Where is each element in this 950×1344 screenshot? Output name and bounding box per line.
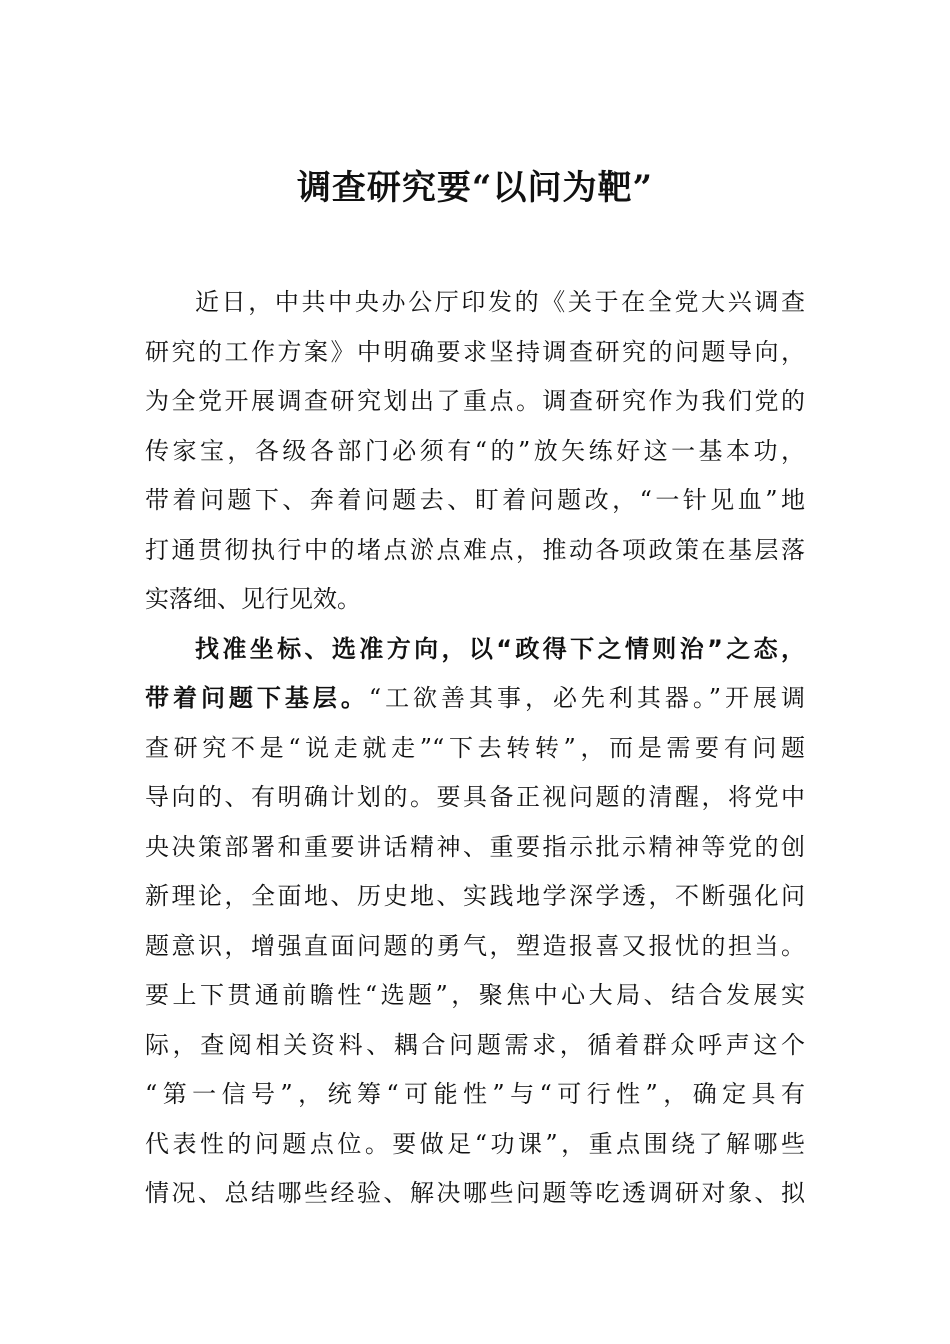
section-heading-text: 带着问题下基层。 — [145, 684, 369, 712]
text-line: 情况、总结哪些经验、解决哪些问题等吃透调研对象、拟 — [145, 1179, 805, 1207]
text-line: 要上下贯通前瞻性“选题”，聚焦中心大局、结合发展实 — [145, 981, 805, 1009]
document-body — [145, 278, 805, 1219]
text-line: 导向的、有明确计划的。要具备正视问题的清醒，将党中 — [145, 783, 805, 811]
text-line: 为全党开展调查研究划出了重点。调查研究作为我们党的 — [145, 387, 805, 415]
text-line: 研究的工作方案》中明确要求坚持调查研究的问题导向， — [145, 337, 805, 366]
section-heading-line: 找准坐标、选准方向，以“政得下之情则治”之态， — [195, 634, 805, 663]
text-span: “工欲善其事，必先利其器。”开展调 — [368, 684, 805, 712]
text-line: 近日，中共中央办公厅印发的《关于在全党大兴调查 — [195, 288, 805, 316]
text-line: 际，查阅相关资料、耦合问题需求，循着群众呼声这个 — [145, 1030, 805, 1059]
text-line: 新理论，全面地、历史地、实践地学深学透，不断强化问 — [145, 882, 805, 910]
text-line: 查研究不是“说走就走”“下去转转”，而是需要有问题 — [145, 733, 805, 762]
text-line: “第一信号”，统筹“可能性”与“可行性”，确定具有 — [145, 1080, 805, 1108]
text-line: 代表性的问题点位。要做足“功课”，重点围绕了解哪些 — [145, 1129, 805, 1158]
text-line: 带着问题下、奔着问题去、盯着问题改，“一针见血”地 — [145, 486, 805, 514]
text-line: 打通贯彻执行中的堵点淤点难点，推动各项政策在基层落 — [145, 535, 805, 564]
text-line: 实落细、见行见效。 — [145, 585, 361, 613]
text-line: 传家宝，各级各部门必须有“的”放矢练好这一基本功， — [145, 436, 805, 465]
document-title: 调查研究要“以问为靶” — [296, 168, 654, 208]
text-line: 央决策部署和重要讲话精神、重要指示批示精神等党的创 — [145, 832, 805, 861]
paragraph-2 — [145, 625, 805, 1219]
text-line: 题意识，增强直面问题的勇气，塑造报喜又报忧的担当。 — [145, 931, 805, 960]
text-line-mixed — [145, 674, 805, 724]
paragraph-1 — [145, 278, 805, 625]
